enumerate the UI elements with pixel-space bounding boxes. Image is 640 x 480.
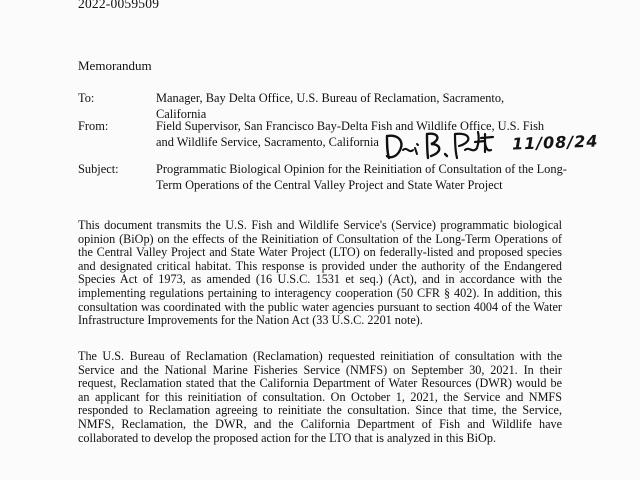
signature-date: 11/08/24	[511, 131, 599, 154]
handwritten-signature	[381, 128, 501, 162]
body-paragraph-2: The U.S. Bureau of Reclamation (Reclamation) requested reinitiation of consultation with the Service and the National Marine Fisheries Service (NMFS) on September 30, 2021. In their request, Reclamation stated that the California Department of Water Resources (DWR) would be an applicant for this reinitiation of consultation. On October 1, 2021, the Service and NMFS responded to Reclamation agreeing to reinitiate the consultation. Since that time, the Service, NMFS, Reclamation, the DWR, and the California Department of Fish and Wildlife have collaborated to develop the proposed action for the LTO that is analyzed in this BiOp.	[78, 349, 562, 445]
body-paragraph-1: This document transmits the U.S. Fish and Wildlife Service's (Service) programmatic biological opinion (BiOp) on the effects of the Reinitiation of Consultation of the Long-Term Operations of the Central Valley Project and State Water Project (LTO) on federally-listed and proposed species and designated critical habitat. This response is provided under the authority of the Endangered Species Act of 1973, as amended (16 U.S.C. 1531 et seq.) (Act), and in accordance with the implementing regulations pertaining to interagency cooperation (50 CFR § 402). In addition, this consultation was coordinated with the public water agencies pursuant to section 4004 of the Water Infrastructure Improvements for the Nation Act (33 U.S.C. 2201 note).	[78, 218, 562, 328]
subject-label: Subject:	[78, 162, 119, 176]
to-value: Manager, Bay Delta Office, U.S. Bureau of Reclamation, Sacramento, California	[156, 91, 505, 121]
from-value: Field Supervisor, San Francisco Bay-Delta Fish and Wildlife Office, U.S. Fish and Wildlife Service, Sacramento, California	[156, 119, 545, 149]
to-label: To:	[78, 91, 95, 105]
from-label: From:	[78, 119, 109, 133]
subject-value: Programmatic Biological Opinion for the Reinitiation of Consultation of the Long-Term Operations of the Central Valley Project and State Water Project	[156, 162, 567, 192]
document-number: 2022-0059509	[78, 0, 160, 11]
memo-label: Memorandum	[78, 58, 152, 73]
